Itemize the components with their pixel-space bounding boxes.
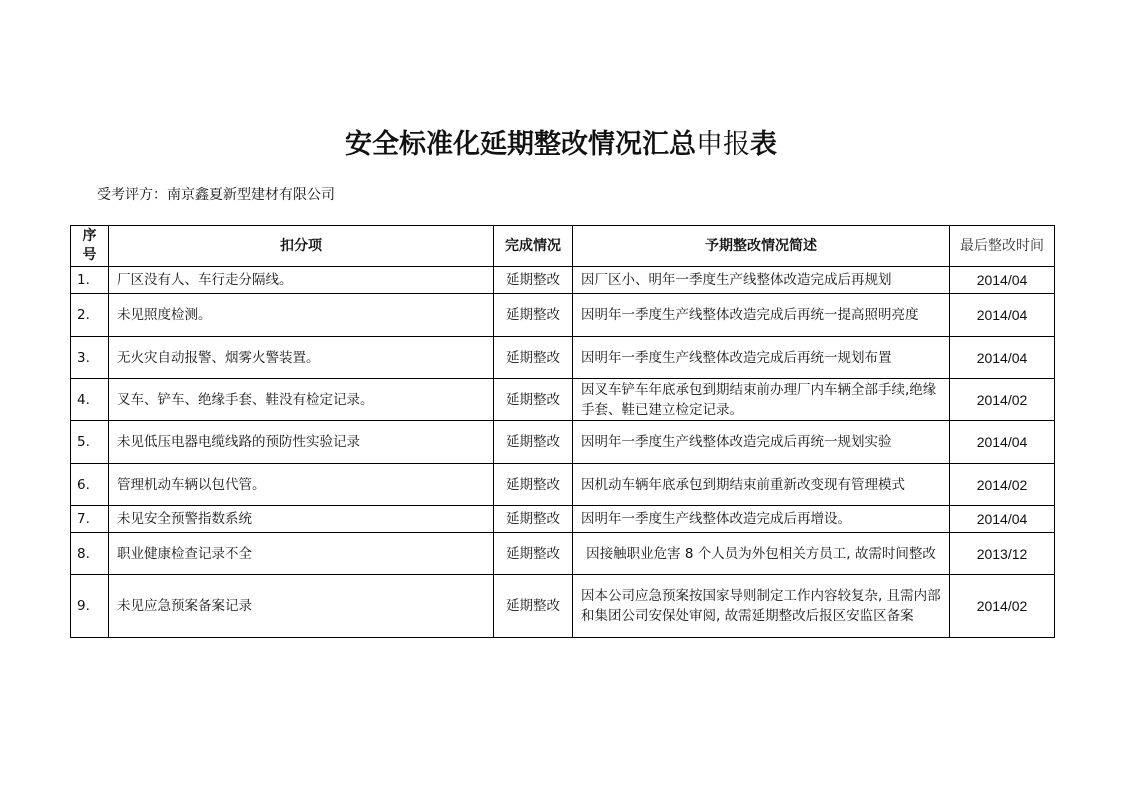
row-desc: 因叉车铲车年底承包到期结束前办理厂内车辆全部手续,绝缘手套、鞋已建立检定记录。 — [573, 379, 950, 421]
row-no: 7. — [71, 506, 109, 533]
row-status: 延期整改 — [494, 506, 573, 533]
row-item: 无火灾自动报警、烟雾火警装置。 — [109, 337, 494, 379]
row-date: 2014/04 — [950, 267, 1055, 294]
row-status: 延期整改 — [494, 421, 573, 464]
row-no: 3. — [71, 337, 109, 379]
row-no: 2. — [71, 294, 109, 337]
row-status: 延期整改 — [494, 294, 573, 337]
row-status: 延期整改 — [494, 379, 573, 421]
row-desc: 因明年一季度生产线整体改造完成后再统一提高照明亮度 — [573, 294, 950, 337]
row-desc: 因机动车辆年底承包到期结束前重新改变现有管理模式 — [573, 464, 950, 506]
row-date: 2014/04 — [950, 294, 1055, 337]
row-no: 4. — [71, 379, 109, 421]
table-row — [71, 533, 1055, 575]
table-row — [71, 337, 1055, 379]
row-item: 未见应急预案备案记录 — [109, 575, 494, 638]
table-row — [71, 294, 1055, 337]
page-title — [0, 122, 1122, 161]
header-date: 最后整改时间 — [950, 226, 1055, 267]
table-row — [71, 379, 1055, 421]
row-status: 延期整改 — [494, 533, 573, 575]
row-no: 1. — [71, 267, 109, 294]
row-item: 厂区没有人、车行走分隔线。 — [109, 267, 494, 294]
row-no: 6. — [71, 464, 109, 506]
row-desc: 因厂区小、明年一季度生产线整体改造完成后再规划 — [573, 267, 950, 294]
title-end: 表 — [750, 129, 777, 160]
header-row — [71, 226, 1055, 267]
row-status: 延期整改 — [494, 464, 573, 506]
row-desc: 因接触职业危害 8 个人员为外包相关方员工, 故需时间整改 — [573, 533, 950, 575]
row-desc: 因明年一季度生产线整体改造完成后再统一规划实验 — [573, 421, 950, 464]
row-no: 5. — [71, 421, 109, 464]
row-date: 2014/02 — [950, 464, 1055, 506]
table-row — [71, 575, 1055, 638]
row-date: 2014/04 — [950, 421, 1055, 464]
row-no: 8. — [71, 533, 109, 575]
title-light: 申报 — [696, 129, 750, 160]
header-item: 扣分项 — [109, 226, 494, 267]
row-desc: 因明年一季度生产线整体改造完成后再增设。 — [573, 506, 950, 533]
row-item: 职业健康检查记录不全 — [109, 533, 494, 575]
row-item: 未见安全预警指数系统 — [109, 506, 494, 533]
row-status: 延期整改 — [494, 337, 573, 379]
row-date: 2013/12 — [950, 533, 1055, 575]
row-date: 2014/02 — [950, 575, 1055, 638]
row-date: 2014/02 — [950, 379, 1055, 421]
row-item: 管理机动车辆以包代管。 — [109, 464, 494, 506]
row-status: 延期整改 — [494, 267, 573, 294]
header-no: 序号 — [71, 226, 109, 267]
row-date: 2014/04 — [950, 337, 1055, 379]
row-desc: 因本公司应急预案按国家导则制定工作内容较复杂, 且需内部和集团公司安保处审阅, 故需延期整改后报区安监区备案 — [573, 575, 950, 638]
row-desc: 因明年一季度生产线整体改造完成后再统一规划布置 — [573, 337, 950, 379]
rectification-table — [70, 225, 1055, 638]
row-item: 叉车、铲车、绝缘手套、鞋没有检定记录。 — [109, 379, 494, 421]
table-row — [71, 267, 1055, 294]
header-status: 完成情况 — [494, 226, 573, 267]
row-item: 未见照度检测。 — [109, 294, 494, 337]
title-main: 安全标准化延期整改情况汇总 — [345, 129, 696, 160]
row-item: 未见低压电器电缆线路的预防性实验记录 — [109, 421, 494, 464]
table-row — [71, 464, 1055, 506]
table-row — [71, 506, 1055, 533]
table-row — [71, 421, 1055, 464]
assessed-party: 受考评方：南京鑫夏新型建材有限公司 — [97, 187, 335, 203]
row-no: 9. — [71, 575, 109, 638]
row-status: 延期整改 — [494, 575, 573, 638]
row-date: 2014/04 — [950, 506, 1055, 533]
header-desc: 予期整改情况简述 — [573, 226, 950, 267]
